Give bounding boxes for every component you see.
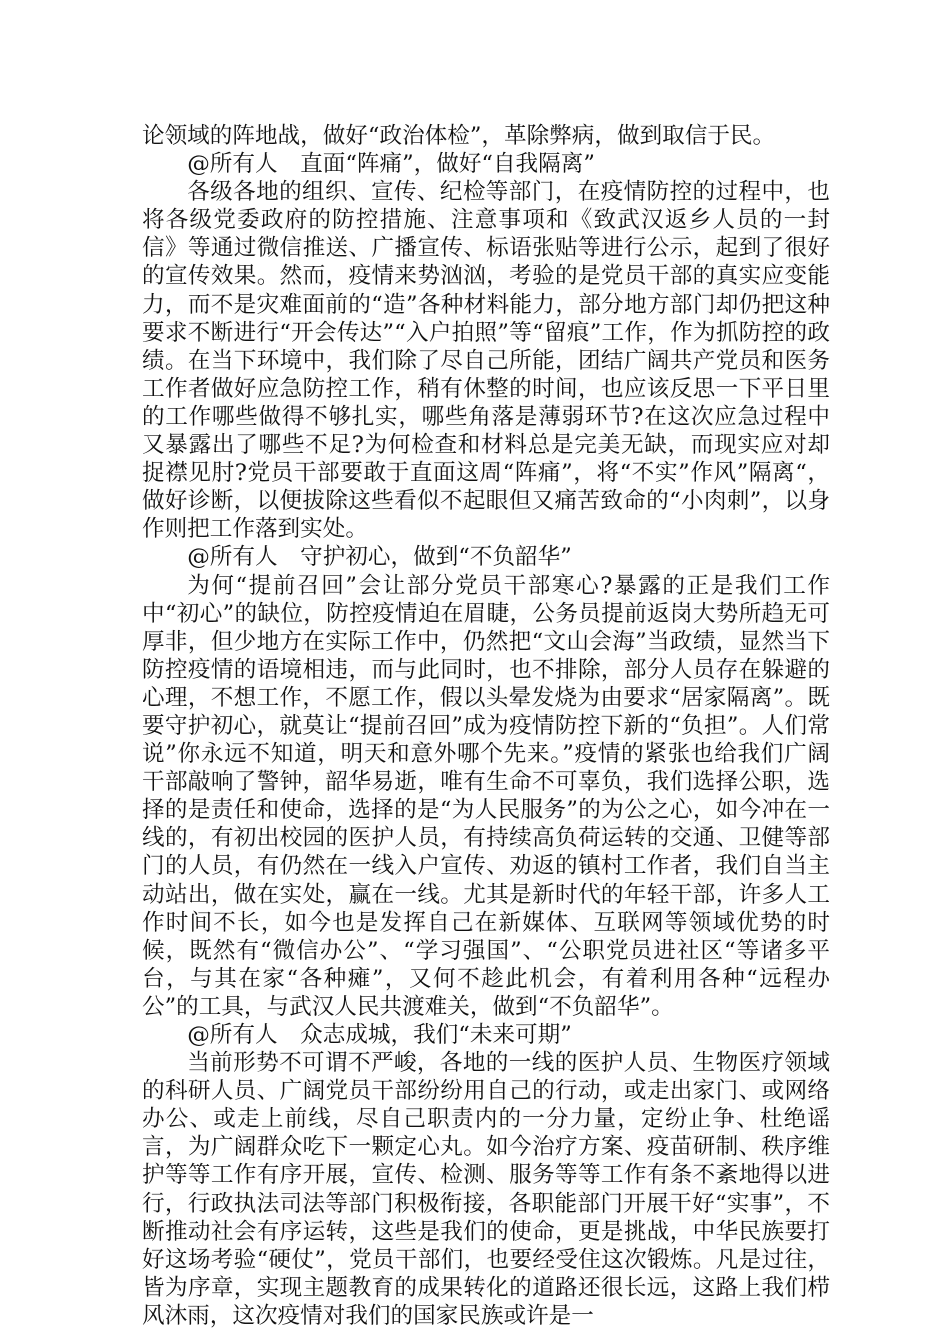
paragraph-2: 为何“提前召回”会让部分党员干部寒心?暴露的正是我们工作中“初心”的缺位，防控疫情迫在眉睫，公务员提前返岗大势所趋无可厚非，但少地方在实际工作中，仍然把“文山会海”当政绩，显然当下防控疫情的语境相违，而与此同时，也不排除，部分人员存在躲避的心理，不想工作，不愿工作，假以头晕发烧为由要求“居家隔离”。既要守护初心，就莫让“提前召回”成为疫情防控下新的“负担”。人们常说”你永远不知道，明天和意外哪个先来。”疫情的紧张也给我们广阔干部敲响了警钟，韶华易逝，唯有生命不可辜负，我们选择公职，选择的是责任和使命，选择的是“为人民服务”的为公之心，如今冲在一线的，有初出校园的医护人员，有持续高负荷运转的交通、卫健等部门的人员，有仍然在一线入户宣传、劝返的镇村工作者，我们自当主动站出，做在实处，赢在一线。尤其是新时代的年轻干部，许多人工作时间不长，如今也是发挥自己在新媒体、互联网等领域优势的时候，既然有“微信办公”、“学习强国”、“公职党员进社区“等诸多平台，与其在家“各种瘫”，又何不趁此机会，有着利用各种“远程办公”的工具，与武汉人民共渡难关，做到“不负韶华”。: [142, 572, 830, 1020]
paragraph-1: 各级各地的组织、宣传、纪检等部门，在疫情防控的过程中，也将各级党委政府的防控措施、注意事项和《致武汉返乡人员的一封信》等通过微信推送、广播宣传、标语张贴等进行公示，起到了很好的宣传效果。然而，疫情来势汹汹，考验的是党员干部的真实应变能力，而不是灾难面前的“造”各种材料能力，部分地方部门却仍把这种要求不断进行“开会传达”“入户拍照”等“留痕”工作，作为抓防控的政绩。在当下环境中，我们除了尽自己所能，团结广阔共产党员和医务工作者做好应急防控工作，稍有休整的时间，也应该反思一下平日里的工作哪些做得不够扎实，哪些角落是薄弱环节?在这次应急过程中又暴露出了哪些不足?为何检查和材料总是完美无缺，而现实应对却捉襟见肘?党员干部要敢于直面这周“阵痛”，将“不实”作风”隔离“，做好诊断，以便拔除这些看似不起眼但又痛苦致命的“小肉刺”，以身作则把工作落到实处。: [142, 179, 830, 543]
section-heading-1: @所有人 直面“阵痛”，做好“自我隔离”: [187, 151, 595, 178]
paragraph-continued: 论领域的阵地战，做好“政治体检”，革除弊病，做到取信于民。: [142, 123, 776, 149]
section-heading-2: @所有人 守护初心，做到“不负韶华”: [187, 544, 572, 571]
paragraph-3: 当前形势不可谓不严峻，各地的一线的医护人员、生物医疗领域的科研人员、广阔党员干部纷纷用自己的行动，或走出家门、或网络办公、或走上前线，尽自己职责内的一分力量，定纷止争、杜绝谣言，为广阔群众吃下一颗定心丸。如今治疗方案、疫苗研制、秩序维护等等工作有序开展，宣传、检测、服务等等工作有条不紊地得以进行，行政执法司法等部门积极衔接，各职能部门开展干好“实事”，不断推动社会有序运转，这些是我们的使命，更是挑战，中华民族要打好这场考验“硬仗”，党员干部们，也要经受住这次锻炼。凡是过往，皆为序章，实现主题教育的成果转化的道路还很长远，这路上我们栉风沐雨，这次疫情对我们的国家民族或许是一: [142, 1050, 830, 1329]
document-page: [142, 122, 830, 1330]
section-heading-3: @所有人 众志成城，我们“未来可期”: [187, 1022, 572, 1048]
